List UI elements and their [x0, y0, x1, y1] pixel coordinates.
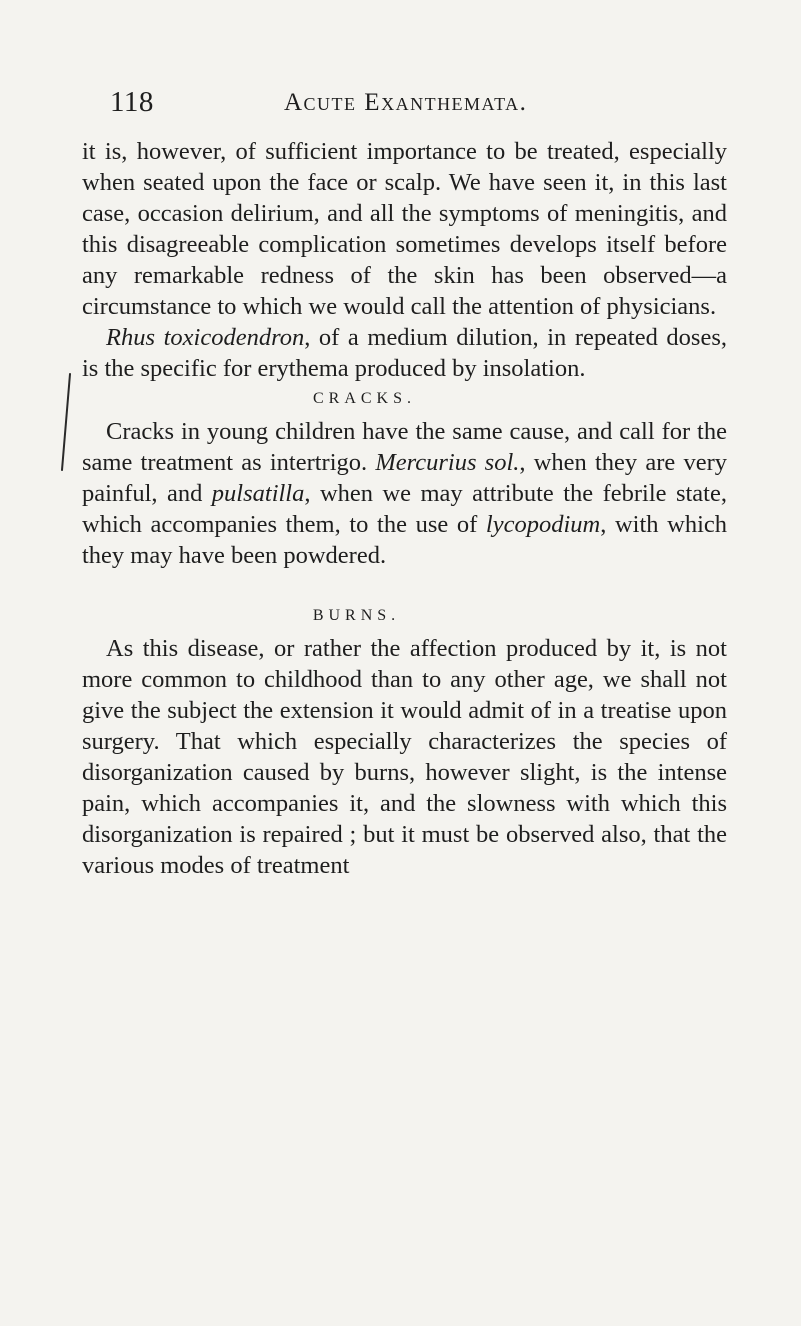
page-number: 118	[110, 86, 154, 118]
paragraph-continuation: it is, however, of sufficient importance to be treated, especially when seated upon the face or scalp. We have seen it, in this last case, occasion delirium, and all the symptoms of meningitis, and this disagreeable complication sometimes develops itself before any remarkable redness of the skin has been observed—a circumstance to which we would call the attention of physicians.	[82, 138, 727, 320]
paragraph-rhus	[82, 322, 727, 384]
section-heading-burns	[82, 605, 727, 627]
remedy-pulsatilla: pulsatilla	[211, 480, 305, 507]
margin-pencil-mark	[56, 372, 76, 472]
remedy-mercurius-sol: Mercurius sol.	[375, 449, 520, 476]
paragraph-text: Cracks in young children have the same cause, and call for the same treatment as intertrigo.	[82, 418, 727, 476]
paragraph-text: , when we may attribute the febrile state, which accompanies them, to the use of	[82, 480, 727, 538]
paragraph-cracks	[82, 416, 727, 571]
paragraph-text: , with which they may have been powdered.	[82, 511, 727, 569]
paragraph-text: , of a medium dilution, in repeated doses, is the specific for erythema produced by insolation.	[82, 324, 727, 382]
remedy-lycopodium: lycopodium	[485, 511, 601, 538]
paragraph-burns: As this disease, or rather the affection produced by it, is not more common to childhood than to any other age, we shall not give the subject the extension it would admit of in a treatise upon surgery. That which especially characterizes the species of disorganization caused by burns, however slight, is the intense pain, which accompanies it, and the slowness with which this disorganization is repaired ; but it must be observed also, that the various modes of treatment	[82, 635, 727, 879]
page-header	[110, 84, 730, 124]
paragraph-text: , when they are very painful, and	[82, 449, 727, 507]
heading-text: BURNS.	[312, 607, 401, 624]
section-heading-cracks	[82, 388, 727, 410]
remedy-rhus-toxicodendron: Rhus toxicodendron	[106, 324, 305, 351]
running-title: Acute Exanthemata.	[284, 89, 528, 116]
body-text	[82, 136, 727, 881]
heading-text: CRACKS.	[312, 390, 417, 407]
